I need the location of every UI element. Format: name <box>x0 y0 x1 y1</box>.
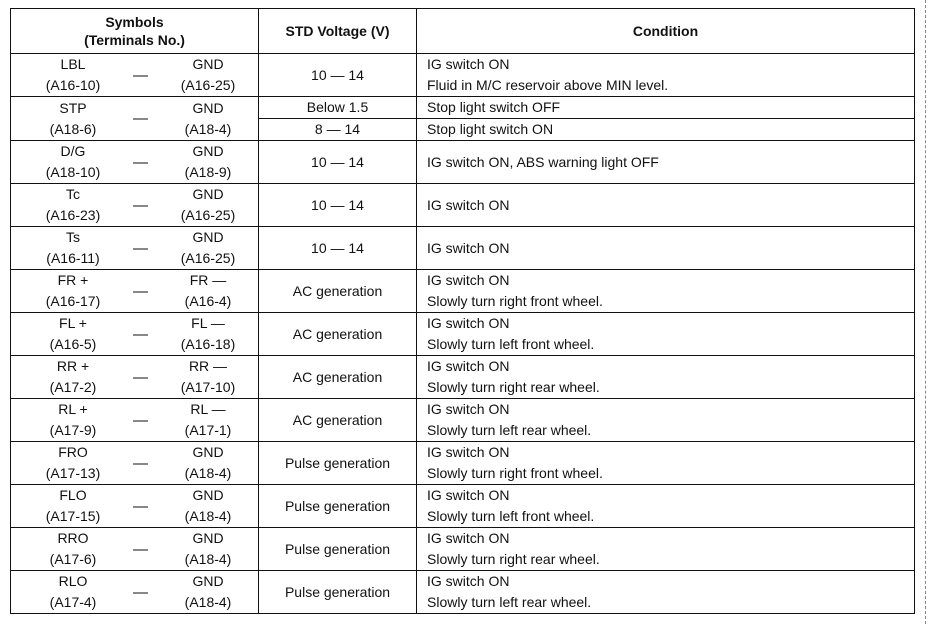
terminal-to <box>170 442 246 484</box>
terminal-from <box>35 141 111 183</box>
dash-separator: — <box>133 196 148 214</box>
condition-line: IG switch ON <box>427 487 510 503</box>
std-voltage-cell: 10 — 14 <box>259 54 417 97</box>
terminal-symbol: GND <box>192 143 224 159</box>
terminal-symbol: GND <box>192 186 224 202</box>
condition-cell <box>417 399 915 442</box>
condition-cell <box>417 54 915 97</box>
terminal-number: (A16-11) <box>46 250 100 266</box>
terminal-number: (A17-1) <box>184 422 232 438</box>
terminal-number: (A16-25) <box>180 77 236 93</box>
terminal-to <box>170 356 246 398</box>
terminal-number: (A18-4) <box>184 508 232 524</box>
terminal-to <box>170 227 246 269</box>
dash-separator: — <box>133 282 148 300</box>
condition-line: Stop light switch OFF <box>427 99 561 115</box>
terminal-from <box>35 356 111 398</box>
terminal-symbol: RRO <box>57 530 89 546</box>
terminal-to <box>170 54 246 96</box>
terminal-number: (A16-10) <box>45 77 101 93</box>
dash-separator: — <box>133 454 148 472</box>
condition-line: Slowly turn right front wheel. <box>427 293 603 309</box>
header-symbols-line1: Symbols <box>105 14 164 30</box>
terminal-from <box>35 528 111 570</box>
table-row <box>11 141 915 184</box>
terminal-number: (A16-17) <box>45 293 101 309</box>
terminal-to <box>170 485 246 527</box>
condition-line: IG switch ON <box>427 444 510 460</box>
header-condition: Condition <box>417 9 915 54</box>
terminal-pair-cell <box>11 54 259 97</box>
terminal-number: (A17-9) <box>49 422 97 438</box>
table-body <box>11 54 915 614</box>
terminal-number: (A16-18) <box>180 336 236 352</box>
terminal-to <box>170 270 246 312</box>
terminal-number: (A16-25) <box>180 250 236 266</box>
terminal-number: (A18-4) <box>184 594 232 610</box>
condition-line: IG switch ON <box>427 530 510 546</box>
terminal-symbol: Tc <box>66 186 80 202</box>
std-voltage-cell: 10 — 14 <box>259 141 417 184</box>
terminal-to <box>170 98 246 140</box>
terminal-pair <box>11 528 258 570</box>
terminal-to <box>170 528 246 570</box>
terminal-number: (A17-15) <box>45 508 101 524</box>
terminal-from <box>35 270 111 312</box>
terminal-from <box>35 442 111 484</box>
terminal-from <box>35 184 111 226</box>
dash-separator: — <box>133 411 148 429</box>
terminal-pair <box>11 141 258 183</box>
condition-line: Slowly turn right rear wheel. <box>427 551 600 567</box>
std-voltage-cell: 10 — 14 <box>259 227 417 270</box>
terminal-pair-cell <box>11 97 259 141</box>
terminal-number: (A16-4) <box>184 293 232 309</box>
condition-cell <box>417 119 915 141</box>
std-voltage-cell: AC generation <box>259 270 417 313</box>
terminal-pair-cell <box>11 141 259 184</box>
terminal-from <box>35 54 111 96</box>
condition-line: Slowly turn right rear wheel. <box>427 379 600 395</box>
dash-separator: — <box>133 239 148 257</box>
condition-cell <box>417 184 915 227</box>
condition-line: Stop light switch ON <box>427 121 554 137</box>
terminal-from <box>35 399 111 441</box>
std-voltage-cell: Pulse generation <box>259 528 417 571</box>
dash-separator: — <box>133 368 148 386</box>
condition-line: IG switch ON <box>427 196 510 213</box>
terminal-pair-cell <box>11 399 259 442</box>
terminal-symbol: RR + <box>56 358 90 374</box>
terminal-to <box>170 399 246 441</box>
terminal-symbol: FLO <box>59 487 87 503</box>
condition-cell <box>417 141 915 184</box>
table-row <box>11 184 915 227</box>
terminal-voltage-table-wrapper <box>10 8 915 614</box>
condition-line: IG switch ON <box>427 315 510 331</box>
terminal-symbol: GND <box>192 530 224 546</box>
terminal-symbol: GND <box>192 99 224 116</box>
terminal-from <box>35 571 111 613</box>
table-row <box>11 54 915 97</box>
condition-cell <box>417 571 915 614</box>
condition-line: Slowly turn left rear wheel. <box>427 422 592 438</box>
terminal-symbol: RLO <box>58 573 88 589</box>
terminal-pair <box>11 399 258 441</box>
std-voltage-cell: Pulse generation <box>259 485 417 528</box>
condition-line: IG switch ON <box>427 56 510 72</box>
terminal-pair-cell <box>11 485 259 528</box>
terminal-pair <box>11 356 258 398</box>
condition-cell <box>417 528 915 571</box>
condition-line: IG switch ON <box>427 358 510 374</box>
terminal-number: (A17-6) <box>49 551 97 567</box>
terminal-symbol: RL + <box>58 401 88 417</box>
terminal-from <box>35 98 111 140</box>
condition-cell <box>417 356 915 399</box>
dash-separator: — <box>133 325 148 343</box>
table-row <box>11 313 915 356</box>
terminal-pair-cell <box>11 442 259 485</box>
terminal-number: (A18-9) <box>184 164 232 180</box>
table-row <box>11 485 915 528</box>
terminal-symbol: FL — <box>191 315 225 331</box>
terminal-symbol: LBL <box>60 56 86 72</box>
condition-line: Slowly turn left front wheel. <box>427 508 595 524</box>
std-voltage-cell: 8 — 14 <box>259 119 417 141</box>
condition-line: IG switch ON <box>427 272 510 288</box>
condition-cell <box>417 442 915 485</box>
terminal-pair-cell <box>11 528 259 571</box>
terminal-pair <box>11 313 258 355</box>
terminal-number: (A18-4) <box>184 465 232 481</box>
terminal-pair <box>11 571 258 613</box>
terminal-symbol: GND <box>192 487 224 503</box>
header-symbols <box>11 9 259 54</box>
terminal-to <box>170 571 246 613</box>
terminal-number: (A17-10) <box>180 379 236 395</box>
table-row <box>11 571 915 614</box>
dash-separator: — <box>133 110 148 127</box>
terminal-number: (A17-4) <box>49 594 97 610</box>
terminal-pair-cell <box>11 270 259 313</box>
table-row <box>11 270 915 313</box>
terminal-symbol: FRO <box>58 444 88 460</box>
terminal-pair <box>11 442 258 484</box>
terminal-number: (A17-13) <box>45 465 101 481</box>
terminal-to <box>170 313 246 355</box>
condition-line: Fluid in M/C reservoir above MIN level. <box>427 77 669 93</box>
condition-line: Slowly turn left rear wheel. <box>427 594 592 610</box>
terminal-symbol: FR + <box>57 272 89 288</box>
page-edge-dashed-line <box>925 0 926 624</box>
terminal-number: (A18-4) <box>184 551 232 567</box>
terminal-number: (A16-23) <box>45 207 101 223</box>
terminal-pair-cell <box>11 313 259 356</box>
dash-separator: — <box>133 497 148 515</box>
condition-line: IG switch ON <box>427 239 510 256</box>
condition-line: IG switch ON, ABS warning light OFF <box>427 153 659 170</box>
table-row <box>11 97 915 119</box>
terminal-number: (A16-5) <box>49 336 97 352</box>
header-std-voltage: STD Voltage (V) <box>259 9 417 54</box>
std-voltage-cell: AC generation <box>259 399 417 442</box>
terminal-pair <box>11 270 258 312</box>
table-row <box>11 528 915 571</box>
terminal-symbol: GND <box>192 229 224 245</box>
condition-line: IG switch ON <box>427 573 510 589</box>
terminal-pair <box>11 184 258 226</box>
terminal-pair <box>11 54 258 96</box>
terminal-symbol: GND <box>192 573 224 589</box>
terminal-number: (A18-6) <box>49 120 97 137</box>
condition-cell <box>417 227 915 270</box>
terminal-symbol: FR — <box>189 272 227 288</box>
table-header-row <box>11 9 915 54</box>
terminal-pair-cell <box>11 227 259 270</box>
terminal-number: (A17-2) <box>49 379 97 395</box>
std-voltage-cell: Pulse generation <box>259 442 417 485</box>
condition-cell <box>417 485 915 528</box>
std-voltage-cell: Pulse generation <box>259 571 417 614</box>
condition-line: Slowly turn left front wheel. <box>427 336 595 352</box>
terminal-symbol: STP <box>59 99 87 116</box>
terminal-symbol: GND <box>192 444 224 460</box>
std-voltage-cell: 10 — 14 <box>259 184 417 227</box>
terminal-from <box>35 227 111 269</box>
header-symbols-line2: (Terminals No.) <box>84 32 185 48</box>
condition-line: Slowly turn right front wheel. <box>427 465 603 481</box>
terminal-voltage-table <box>10 8 915 614</box>
dash-separator: — <box>133 583 148 601</box>
dash-separator: — <box>133 153 148 171</box>
terminal-number: (A18-4) <box>184 120 232 137</box>
terminal-symbol: RR — <box>188 358 228 374</box>
terminal-symbol: Ts <box>66 229 80 245</box>
terminal-symbol: RL — <box>190 401 226 417</box>
terminal-from <box>35 485 111 527</box>
table-row <box>11 227 915 270</box>
terminal-symbol: D/G <box>60 143 86 159</box>
terminal-to <box>170 184 246 226</box>
terminal-pair <box>11 485 258 527</box>
terminal-pair <box>11 98 258 140</box>
terminal-number: (A16-25) <box>180 207 236 223</box>
condition-cell <box>417 97 915 119</box>
terminal-pair-cell <box>11 571 259 614</box>
condition-line: IG switch ON <box>427 401 510 417</box>
terminal-pair <box>11 227 258 269</box>
dash-separator: — <box>133 540 148 558</box>
std-voltage-cell: AC generation <box>259 313 417 356</box>
terminal-number: (A18-10) <box>45 164 101 180</box>
std-voltage-cell: Below 1.5 <box>259 97 417 119</box>
table-row <box>11 442 915 485</box>
table-row <box>11 356 915 399</box>
terminal-from <box>35 313 111 355</box>
std-voltage-cell: AC generation <box>259 356 417 399</box>
table-row <box>11 399 915 442</box>
terminal-symbol: GND <box>192 56 224 72</box>
terminal-pair-cell <box>11 356 259 399</box>
condition-cell <box>417 313 915 356</box>
terminal-pair-cell <box>11 184 259 227</box>
dash-separator: — <box>133 66 148 84</box>
terminal-symbol: FL + <box>59 315 87 331</box>
condition-cell <box>417 270 915 313</box>
terminal-to <box>170 141 246 183</box>
